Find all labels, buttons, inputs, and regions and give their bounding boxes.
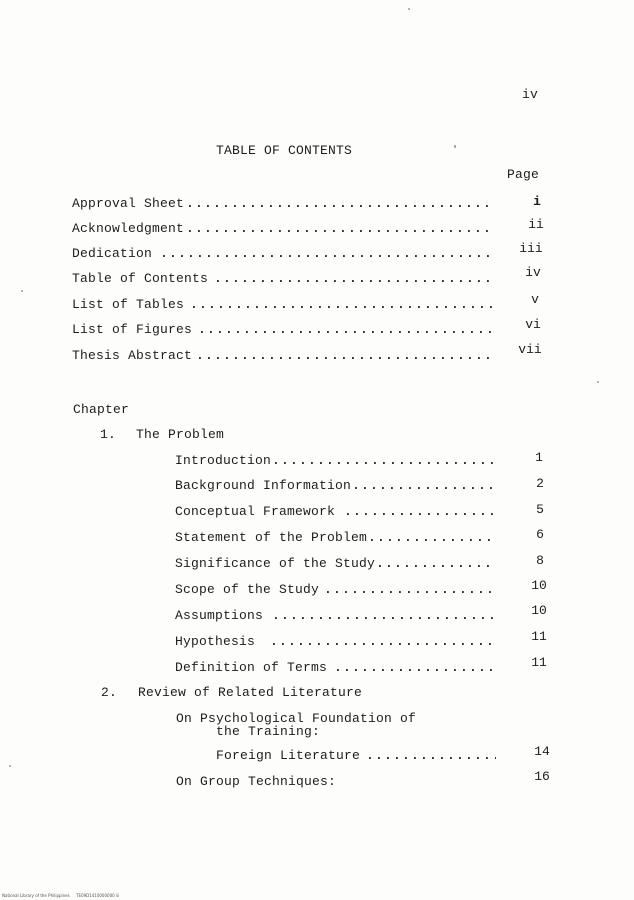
toc-entry-label: Table of Contents: [72, 271, 209, 286]
section-label: Significance of the Study: [175, 556, 376, 571]
section-page: 2: [536, 476, 544, 491]
section-page: 10: [531, 603, 547, 618]
dot-leader: [270, 634, 494, 650]
section-page: 6: [536, 527, 544, 542]
toc-entry-label: Acknowledgment: [72, 221, 185, 236]
toc-entry-label: Dedication: [72, 246, 153, 261]
dot-leader: [334, 660, 494, 676]
toc-entry-label: List of Tables: [72, 297, 185, 312]
dot-leader: [368, 530, 494, 546]
chapter-number: 1.: [100, 427, 117, 442]
dot-leader: [366, 748, 496, 764]
page-title: TABLE OF CONTENTS: [216, 143, 353, 158]
dot-leader: [214, 271, 492, 287]
subheading-continued: the Training:: [216, 724, 321, 739]
chapter-label: Chapter: [73, 402, 130, 417]
dot-leader: [352, 478, 494, 494]
section-page: 8: [536, 553, 544, 568]
dot-leader: [324, 582, 494, 598]
section-label: Background Information: [175, 478, 352, 493]
toc-entry-page: v: [531, 292, 539, 307]
dot-leader: [160, 246, 492, 262]
chapter-title: The Problem: [136, 427, 225, 442]
section-page: 5: [536, 502, 544, 517]
section-label: Statement of the Problem: [175, 530, 368, 545]
dot-leader: [186, 221, 492, 237]
toc-entry-label: List of Figures: [72, 322, 193, 337]
toc-entry-label: Thesis Abstract: [72, 348, 193, 363]
footer-microtext: National Library of the Philippines TE09D1410000000 iii: [2, 893, 120, 898]
chapter-title: Review of Related Literature: [138, 685, 363, 700]
toc-entry-page: iii: [519, 241, 543, 256]
section-label: Definition of Terms: [175, 660, 328, 675]
subheading: On Group Techniques:: [176, 774, 337, 789]
dot-leader: [272, 608, 494, 624]
section-label: Assumptions: [175, 608, 264, 623]
chapter-number: 2.: [101, 685, 118, 700]
section-label: Hypothesis: [175, 634, 256, 649]
dot-leader: [190, 297, 492, 313]
section-label: Foreign Literature: [216, 748, 361, 763]
toc-entry-page: vi: [525, 317, 541, 332]
dot-leader: [186, 196, 492, 212]
section-page: 11: [531, 655, 547, 670]
dot-leader: [272, 453, 494, 469]
section-label: Conceptual Framework: [175, 504, 336, 519]
scan-speck: [21, 290, 23, 292]
toc-entry-page: iv: [525, 265, 541, 280]
page-number: iv: [522, 87, 539, 102]
section-label: Scope of the Study: [175, 582, 320, 597]
toc-entry-label: Approval Sheet: [72, 196, 185, 211]
toc-entry-page: vii: [518, 342, 542, 357]
section-page: 14: [534, 744, 550, 759]
page-column-header: Page: [507, 167, 540, 182]
section-label: Introduction: [175, 453, 272, 468]
scan-speck: [597, 381, 599, 383]
dot-leader: [198, 322, 492, 338]
subheading: On Psychological Foundation of: [176, 711, 417, 726]
section-page: 1: [535, 450, 543, 465]
dot-leader: [196, 348, 492, 364]
scan-speck: [454, 145, 456, 148]
dot-leader: [344, 504, 494, 520]
scan-speck: [9, 765, 11, 767]
toc-entry-page: i: [533, 194, 541, 209]
section-page: 16: [534, 769, 550, 784]
section-page: 10: [531, 578, 547, 593]
scan-speck: [408, 8, 410, 10]
section-page: 11: [531, 629, 547, 644]
toc-entry-page: ii: [528, 217, 544, 232]
dot-leader: [376, 556, 494, 572]
